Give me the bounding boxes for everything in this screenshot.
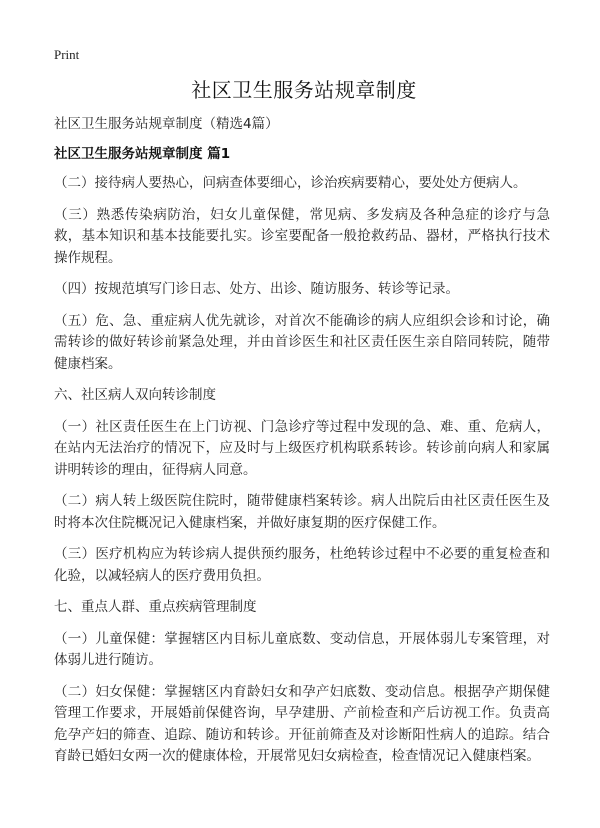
paragraph-emergency: （五）危、急、重症病人优先就诊，对首次不能确诊的病人应组织会诊和讨论，确需转诊的做好转诊前紧急处理，并由首诊医生和社区责任医生亲自陪同转院，随带健康档案。 <box>54 312 550 372</box>
paragraph-reception: （二）接待病人要热心，问病查体要细心，诊治疾病要精心，要处处方便病人。 <box>54 175 527 191</box>
document-page <box>54 46 550 778</box>
paragraph-infectious-disease: （三）熟悉传染病防治，妇女儿童保健，常见病、多发病及各种急症的诊疗与急救，基本知识和基本技能要扎实。诊室要配备一般抢救药品、器材，严格执行技术操作规程。 <box>54 206 550 266</box>
paragraph-referral-1: （一）社区责任医生在上门访视、门急诊疗等过程中发现的急、难、重、危病人，在站内无法治疗的情况下，应及时与上级医疗机构联系转诊。转诊前向病人和家属讲明转诊的理由，征得病人同意。 <box>54 418 550 478</box>
heading-key-groups: 七、重点人群、重点疾病管理制度 <box>54 599 257 615</box>
document-title: 社区卫生服务站规章制度 <box>191 78 417 102</box>
print-label: Print <box>54 47 80 62</box>
paragraph-referral-2: （二）病人转上级医院住院时，随带健康档案转诊。病人出院后由社区责任医生及时将本次住院概况记入健康档案，并做好康复期的医疗保健工作。 <box>54 493 550 531</box>
document-subtitle: 社区卫生服务站规章制度（精选4篇） <box>54 116 279 132</box>
paragraph-child-health: （一）儿童保健：掌握辖区内目标儿童底数、变动信息，开展体弱儿专案管理，对体弱儿进行随访。 <box>54 630 550 668</box>
heading-referral-system: 六、社区病人双向转诊制度 <box>54 387 216 403</box>
section-heading: 社区卫生服务站规章制度 篇1 <box>54 146 231 162</box>
paragraph-referral-3: （三）医疗机构应为转诊病人提供预约服务，杜绝转诊过程中不必要的重复检查和化验，以减轻病人的医疗费用负担。 <box>54 546 550 584</box>
paragraph-women-health: （二）妇女保健：掌握辖区内育龄妇女和孕产妇底数、变动信息。根据孕产期保健管理工作要求，开展婚前保健咨询，早孕建册、产前检查和产后访视工作。负责高危孕产妇的筛查、追踪、随访和转诊。开征前筛查及对诊断阳性病人的追踪。结合育龄已婚妇女两一次的健康体检，开展常见妇女病检查，检查情况记入健康档案。 <box>54 683 550 764</box>
paragraph-records: （四）按规范填写门诊日志、处方、出诊、随访服务、转诊等记录。 <box>54 281 459 297</box>
